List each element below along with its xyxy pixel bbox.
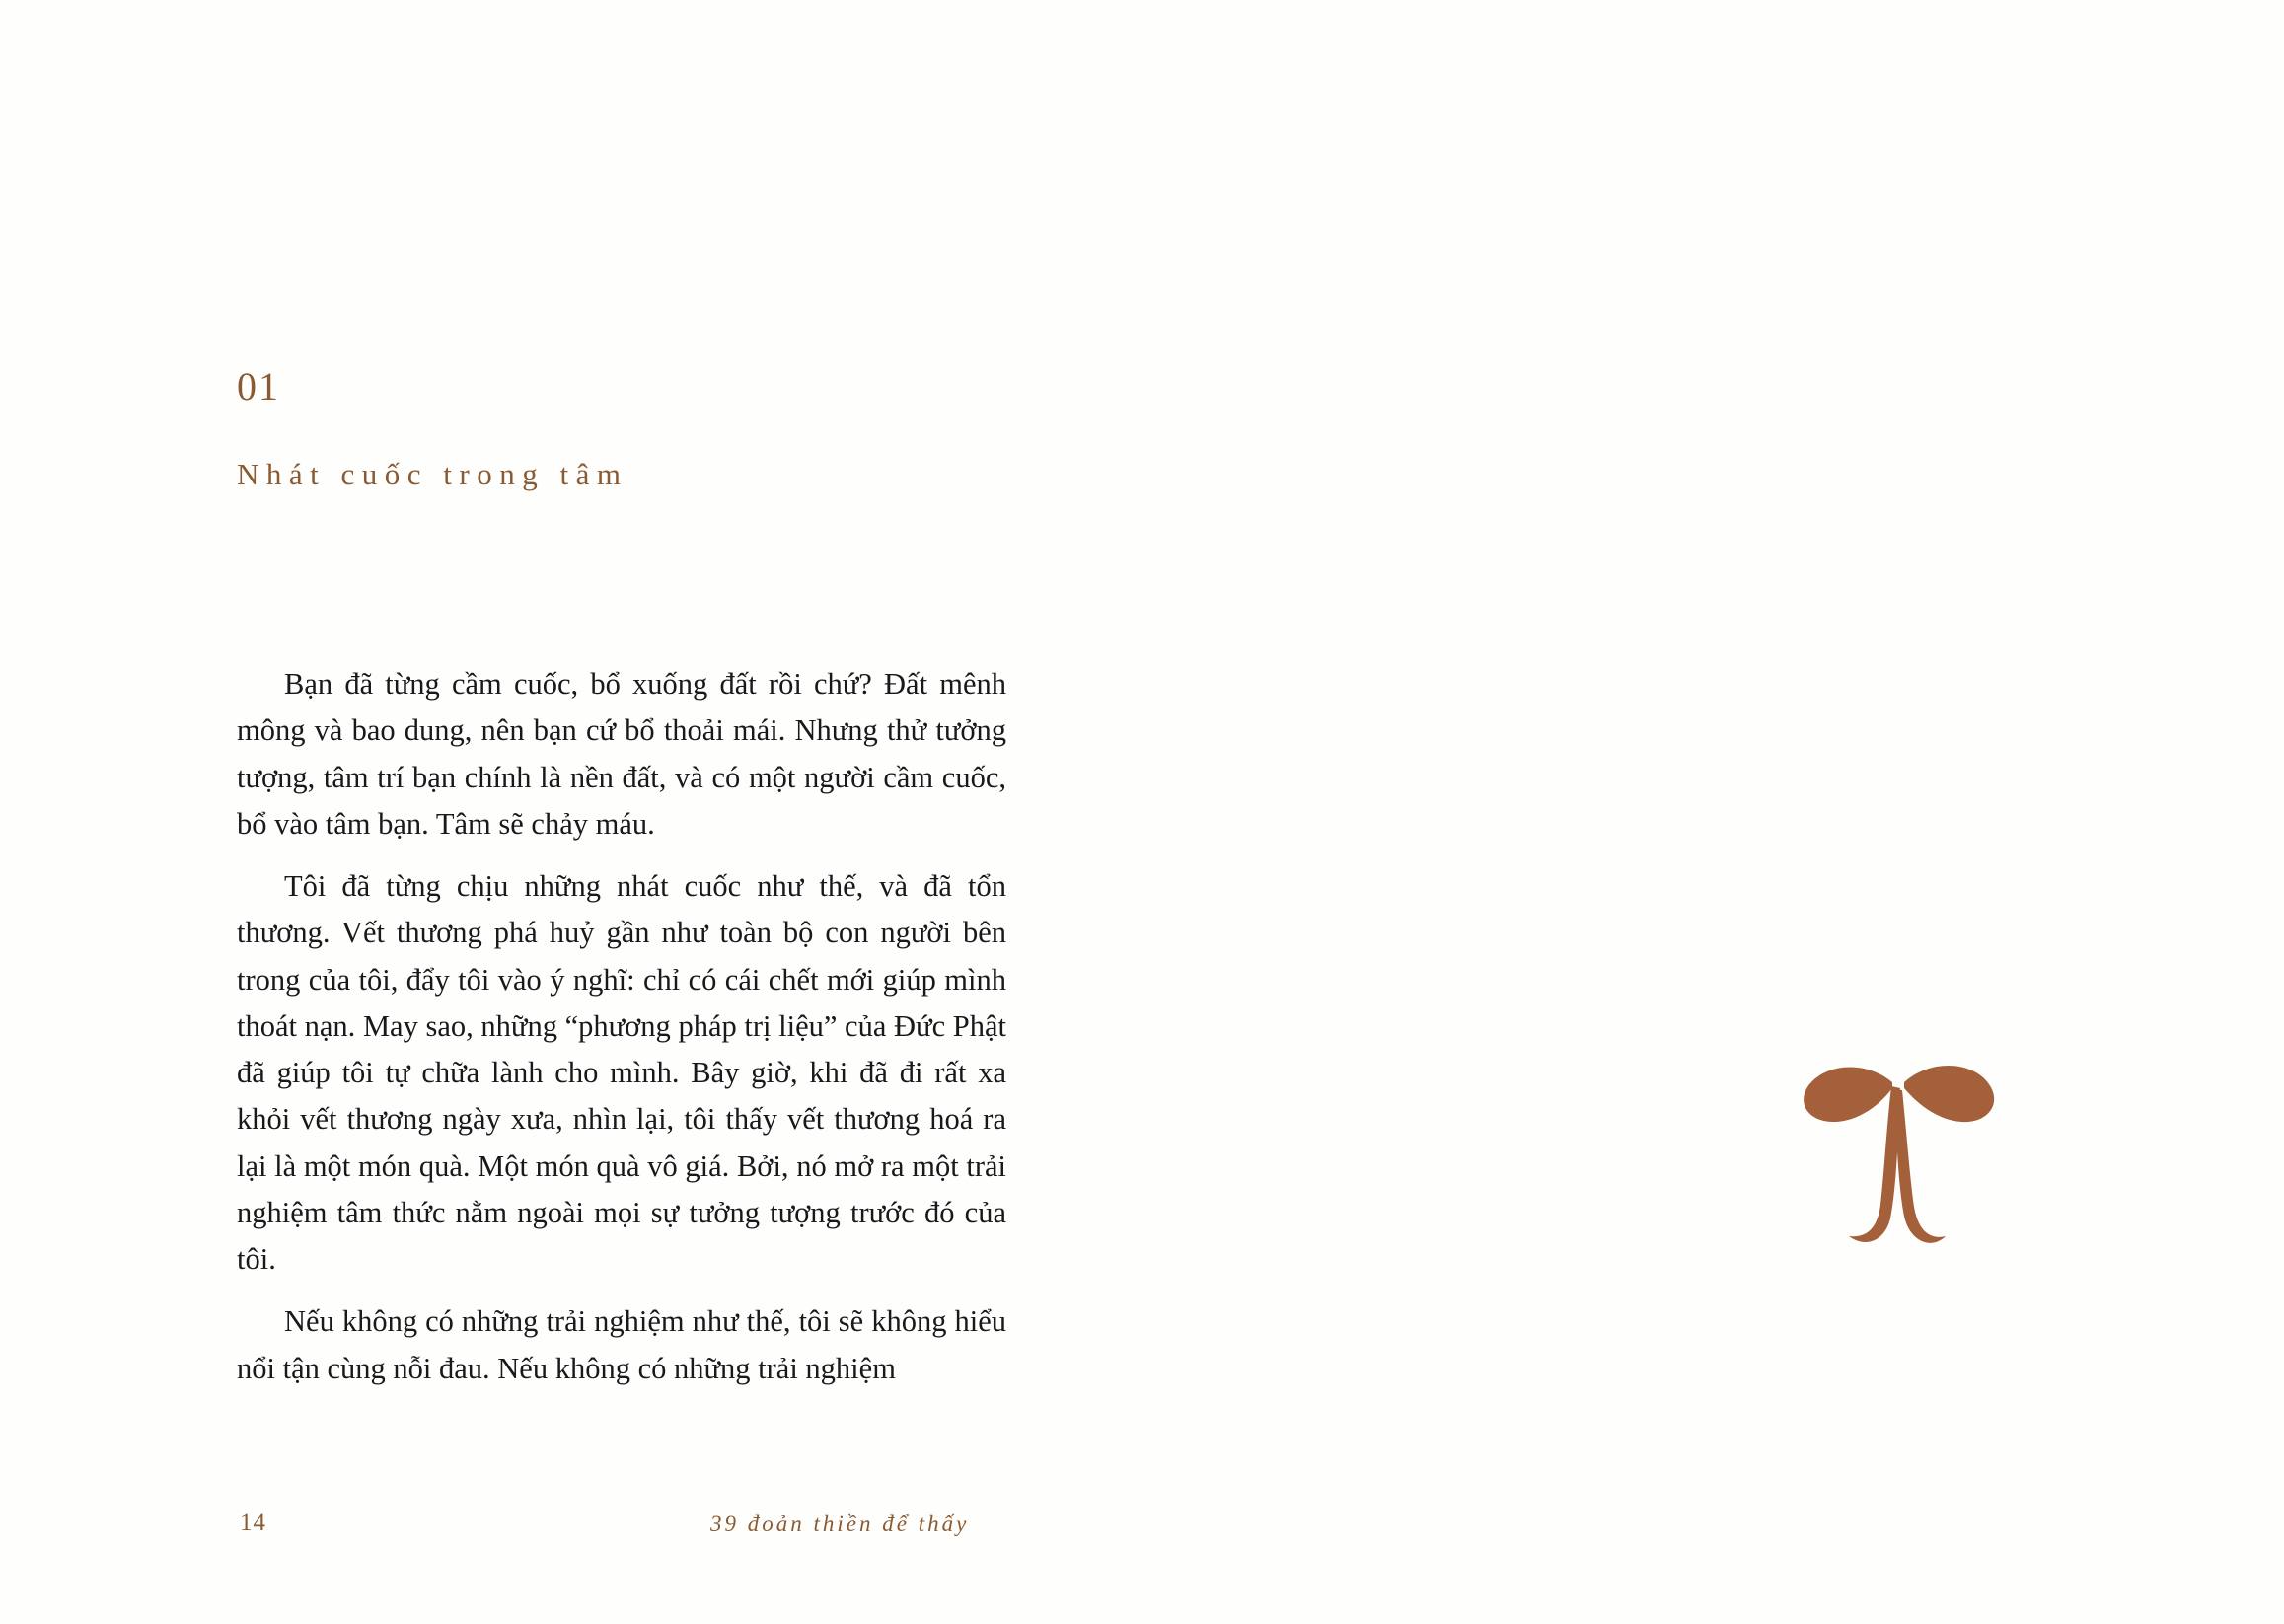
- running-title: 39 đoản thiền để thấy: [710, 1512, 970, 1536]
- page-number: 14: [240, 1510, 266, 1536]
- sprout-illustration: [1776, 1031, 2023, 1268]
- body-text-column: [237, 661, 1006, 1392]
- paragraph: Nếu không có những trải nghiệm như thế, tôi sẽ không hiểu nổi tận cùng nỗi đau. Nếu không có những trải nghiệm: [237, 1304, 1006, 1385]
- paragraph: Tôi đã từng chịu những nhát cuốc như thế, và đã tổn thương. Vết thương phá huỷ gần như toàn bộ con người bên trong của tôi, đẩy tôi vào ý nghĩ: chỉ có cái chết mới giúp mình thoát nạn. May sao, những “phương pháp trị liệu” của Đức Phật đã giúp tôi tự chữa lành cho mình. Bây giờ, khi đã đi rất xa khỏi vết thương ngày xưa, nhìn lại, tôi thấy vết thương hoá ra lại là một món quà. Một món quà vô giá. Bởi, nó mở ra một trải nghiệm tâm thức nằm ngoài mọi sự tưởng tượng trước đó của tôi.: [237, 869, 1006, 1277]
- chapter-number: 01: [237, 364, 280, 408]
- chapter-heading: [237, 364, 1046, 492]
- chapter-title: Nhát cuốc trong tâm: [237, 457, 628, 491]
- page-footer: [0, 1510, 2284, 1549]
- paragraph: Bạn đã từng cầm cuốc, bổ xuống đất rồi chứ? Đất mênh mông và bao dung, nên bạn cứ bổ thoải mái. Nhưng thử tưởng tượng, tâm trí bạn chính là nền đất, và có một người cầm cuốc, bổ vào tâm bạn. Tâm sẽ chảy máu.: [237, 667, 1006, 841]
